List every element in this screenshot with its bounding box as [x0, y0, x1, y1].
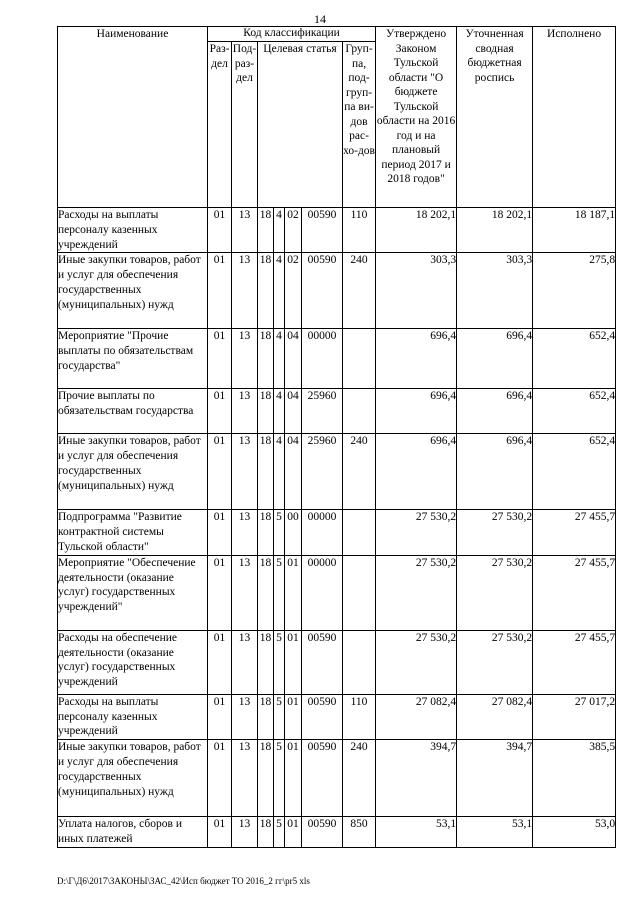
row-approved: 27 530,2: [376, 510, 457, 555]
row-executed: 652,4: [533, 389, 616, 434]
row-vr: [343, 389, 376, 434]
header-name: Наименование: [58, 27, 208, 208]
row-cs4: 00000: [302, 510, 343, 555]
header-target: Целевая статья: [258, 42, 343, 208]
row-cs2: 5: [274, 694, 285, 739]
table-row: [58, 694, 616, 739]
row-cs1: 18: [258, 253, 274, 329]
row-name: Расходы на выплаты персоналу казенных учреждений: [58, 208, 208, 253]
row-podrazdel: 13: [232, 740, 258, 817]
row-refined: 27 530,2: [457, 510, 533, 555]
row-vr: [343, 555, 376, 630]
row-approved: 18 202,1: [376, 208, 457, 253]
row-cs1: 18: [258, 510, 274, 555]
row-vr: 110: [343, 694, 376, 739]
row-cs3: 01: [285, 630, 302, 694]
row-razdel: 01: [208, 817, 232, 848]
row-name: Уплата налогов, сборов и иных платежей: [58, 817, 208, 848]
row-cs3: 01: [285, 555, 302, 630]
row-approved: 696,4: [376, 389, 457, 434]
row-executed: 27 455,7: [533, 630, 616, 694]
row-cs2: 5: [274, 740, 285, 817]
table-row: [58, 434, 616, 510]
row-cs3: 04: [285, 389, 302, 434]
row-cs4: 00590: [302, 208, 343, 253]
row-razdel: 01: [208, 329, 232, 389]
row-vr: 240: [343, 253, 376, 329]
row-name: Подпрограмма "Развитие контрактной системы Тульской области": [58, 510, 208, 555]
table-row: [58, 555, 616, 630]
row-cs1: 18: [258, 208, 274, 253]
row-podrazdel: 13: [232, 510, 258, 555]
row-cs3: 01: [285, 694, 302, 739]
row-cs1: 18: [258, 389, 274, 434]
row-approved: 696,4: [376, 329, 457, 389]
row-approved: 27 082,4: [376, 694, 457, 739]
row-refined: 303,3: [457, 253, 533, 329]
table-row: [58, 510, 616, 555]
row-cs4: 00000: [302, 555, 343, 630]
row-cs4: 00590: [302, 694, 343, 739]
file-path-footer: D:\Г\Д6\2017\ЗАКОНЫ\ЗАС_42\Исп бюджет ТО 2016_2 гг\pr5 xls: [57, 876, 310, 886]
row-cs2: 5: [274, 510, 285, 555]
row-executed: 53,0: [533, 817, 616, 848]
row-approved: 303,3: [376, 253, 457, 329]
row-approved: 27 530,2: [376, 555, 457, 630]
row-vr: 110: [343, 208, 376, 253]
row-name: Иные закупки товаров, работ и услуг для обеспечения государственных (муниципальных) нужд: [58, 253, 208, 329]
row-name: Мероприятие "Прочие выплаты по обязательствам государства": [58, 329, 208, 389]
row-executed: 27 455,7: [533, 510, 616, 555]
row-cs3: 01: [285, 740, 302, 817]
row-vr: [343, 329, 376, 389]
row-executed: 652,4: [533, 329, 616, 389]
row-cs4: 25960: [302, 434, 343, 510]
row-podrazdel: 13: [232, 329, 258, 389]
row-approved: 696,4: [376, 434, 457, 510]
row-cs4: 00590: [302, 817, 343, 848]
row-razdel: 01: [208, 694, 232, 739]
row-executed: 275,8: [533, 253, 616, 329]
row-name: Иные закупки товаров, работ и услуг для обеспечения государственных (муниципальных) нужд: [58, 434, 208, 510]
row-cs4: 00000: [302, 329, 343, 389]
table-row: [58, 329, 616, 389]
row-cs3: 02: [285, 208, 302, 253]
row-razdel: 01: [208, 555, 232, 630]
row-name: Прочие выплаты по обязательствам государства: [58, 389, 208, 434]
table-row: [58, 817, 616, 848]
budget-table: [57, 26, 616, 848]
row-executed: 27 455,7: [533, 555, 616, 630]
row-vr: 850: [343, 817, 376, 848]
header-expense-group: Груп-па, под-груп-па ви-дов рас-хо-дов: [343, 42, 376, 208]
row-refined: 696,4: [457, 389, 533, 434]
row-cs4: 25960: [302, 389, 343, 434]
row-executed: 18 187,1: [533, 208, 616, 253]
row-refined: 696,4: [457, 329, 533, 389]
row-podrazdel: 13: [232, 389, 258, 434]
page-number: 14: [314, 12, 326, 26]
row-cs2: 4: [274, 434, 285, 510]
table-row: [58, 389, 616, 434]
row-vr: 240: [343, 434, 376, 510]
row-cs2: 4: [274, 208, 285, 253]
row-cs3: 02: [285, 253, 302, 329]
row-refined: 27 530,2: [457, 555, 533, 630]
row-cs3: 04: [285, 329, 302, 389]
row-cs1: 18: [258, 329, 274, 389]
row-cs1: 18: [258, 434, 274, 510]
row-cs3: 00: [285, 510, 302, 555]
table-row: [58, 208, 616, 253]
row-refined: 27 530,2: [457, 630, 533, 694]
row-name: Мероприятие "Обеспечение деятельности (оказание услуг) государственных учреждений": [58, 555, 208, 630]
header-section: Раз-дел: [208, 42, 232, 208]
row-cs1: 18: [258, 555, 274, 630]
row-executed: 27 017,2: [533, 694, 616, 739]
row-cs1: 18: [258, 817, 274, 848]
row-vr: [343, 630, 376, 694]
row-podrazdel: 13: [232, 694, 258, 739]
row-name: Расходы на выплаты персоналу казенных учреждений: [58, 694, 208, 739]
row-razdel: 01: [208, 389, 232, 434]
row-approved: 53,1: [376, 817, 457, 848]
row-cs1: 18: [258, 694, 274, 739]
row-cs2: 5: [274, 630, 285, 694]
table-row: [58, 253, 616, 329]
row-cs1: 18: [258, 740, 274, 817]
row-vr: 240: [343, 740, 376, 817]
row-cs4: 00590: [302, 630, 343, 694]
row-approved: 27 530,2: [376, 630, 457, 694]
row-podrazdel: 13: [232, 817, 258, 848]
table-row: [58, 740, 616, 817]
row-cs3: 04: [285, 434, 302, 510]
header-code-group: Код классификации: [208, 27, 376, 42]
row-refined: 696,4: [457, 434, 533, 510]
row-cs4: 00590: [302, 740, 343, 817]
row-podrazdel: 13: [232, 630, 258, 694]
header-refined: Уточненная сводная бюджетная роспись: [457, 27, 533, 208]
row-razdel: 01: [208, 630, 232, 694]
row-refined: 27 082,4: [457, 694, 533, 739]
row-cs2: 4: [274, 253, 285, 329]
row-razdel: 01: [208, 740, 232, 817]
row-cs4: 00590: [302, 253, 343, 329]
header-executed: Исполнено: [533, 27, 616, 208]
row-cs2: 4: [274, 329, 285, 389]
row-cs2: 5: [274, 555, 285, 630]
row-cs2: 4: [274, 389, 285, 434]
row-name: Иные закупки товаров, работ и услуг для обеспечения государственных (муниципальных) нужд: [58, 740, 208, 817]
row-executed: 385,5: [533, 740, 616, 817]
header-subsection: Под-раз-дел: [232, 42, 258, 208]
row-podrazdel: 13: [232, 253, 258, 329]
header-approved: Утверждено Законом Тульской области "О бюджете Тульской области на 2016 год и на плановый период 2017 и 2018 годов": [376, 27, 457, 208]
row-refined: 53,1: [457, 817, 533, 848]
row-cs2: 5: [274, 817, 285, 848]
row-vr: [343, 510, 376, 555]
row-podrazdel: 13: [232, 208, 258, 253]
row-cs3: 01: [285, 817, 302, 848]
table-row: [58, 630, 616, 694]
row-podrazdel: 13: [232, 434, 258, 510]
row-razdel: 01: [208, 208, 232, 253]
row-approved: 394,7: [376, 740, 457, 817]
row-podrazdel: 13: [232, 555, 258, 630]
row-cs1: 18: [258, 630, 274, 694]
row-executed: 652,4: [533, 434, 616, 510]
row-razdel: 01: [208, 253, 232, 329]
row-refined: 18 202,1: [457, 208, 533, 253]
row-razdel: 01: [208, 510, 232, 555]
row-name: Расходы на обеспечение деятельности (оказание услуг) государственных учреждений: [58, 630, 208, 694]
row-razdel: 01: [208, 434, 232, 510]
row-refined: 394,7: [457, 740, 533, 817]
